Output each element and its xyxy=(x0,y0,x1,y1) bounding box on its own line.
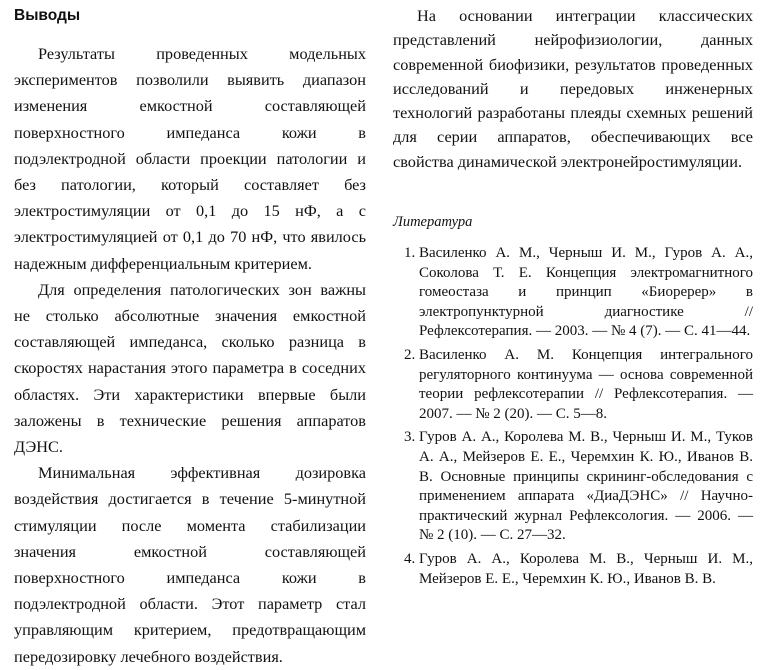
literature-title: Литература xyxy=(393,214,473,231)
reference-item: 3. Гуров А. А., Королева М. В., Черныш И. М., Туков А. А., Мейзеров Е. Е., Черемхин К. Ю., Иванов В. В. Основные принципы скрининг-обследования с применением аппарата «ДиаДЭНС» // Научно-практический журнал Рефлексология. — 2006. — № 2 (10). — С. 27—32. xyxy=(419,428,753,546)
section-heading: Выводы xyxy=(14,7,81,24)
paragraph-2: Для определения патологических зон важны не столько абсолютные значения емкостной составляющей импеданса, сколько разница в скоростях нарастания этого параметра в соседних областях. Эти характеристики впервые были заложены в технические решения аппаратов ДЭНС. xyxy=(14,279,366,457)
reference-item: 1. Василенко А. М., Черныш И. М., Гуров А. А., Соколова Т. Е. Концепция электромагнитного гомеостаза и принцип «Биоререр» в электропунктурной диагностике // Рефлексотерапия. — 2003. — № 4 (7). — С. 41—44. xyxy=(419,244,753,342)
paragraph-3: Минимальная эффективная дозировка воздействия достигается в течение 5-минутной стимуляции после момента стабилизации значения емкостной составляющей поверхностного импеданса кожи в подэлектродной области. Этот параметр стал управляющим критерием, предотвращающим передозировку лечебного воздействия. xyxy=(14,463,366,666)
conclusion-paragraph: На основании интеграции классических представлений нейрофизиологии, данных современной биофизики, результатов проведенных исследований и передовых инженерных технологий разработаны плеяды схемных решений для серии аппаратов, обеспечивающих все свойства динамической электронейростимуляции. xyxy=(393,6,753,171)
left-column xyxy=(14,4,366,670)
reference-item: 4. Гуров А. А., Королева М. В., Черныш И. М., Мейзеров Е. Е., Черемхин К. Ю., Иванов В. В. xyxy=(419,550,753,589)
reference-list xyxy=(393,244,753,589)
reference-item: 2. Василенко А. М. Концепция интегрального регуляторного континуума — основа современной теории рефлексотерапии // Рефлексотерапия. — 2007. — № 2 (20). — С. 5—8. xyxy=(419,346,753,424)
paragraph-1: Результаты проведенных модельных экспериментов позволили выявить диапазон изменения емкостной составляющей поверхностного импеданса кожи в подэлектродной области проекции патологии и без патологии, который составляет без электростимуляции от 0,1 до 15 нФ, а с электростимуляцией от 0,1 до 70 нФ, что явилось надежным дифференциальным критерием. xyxy=(14,44,366,273)
right-column xyxy=(393,4,753,593)
